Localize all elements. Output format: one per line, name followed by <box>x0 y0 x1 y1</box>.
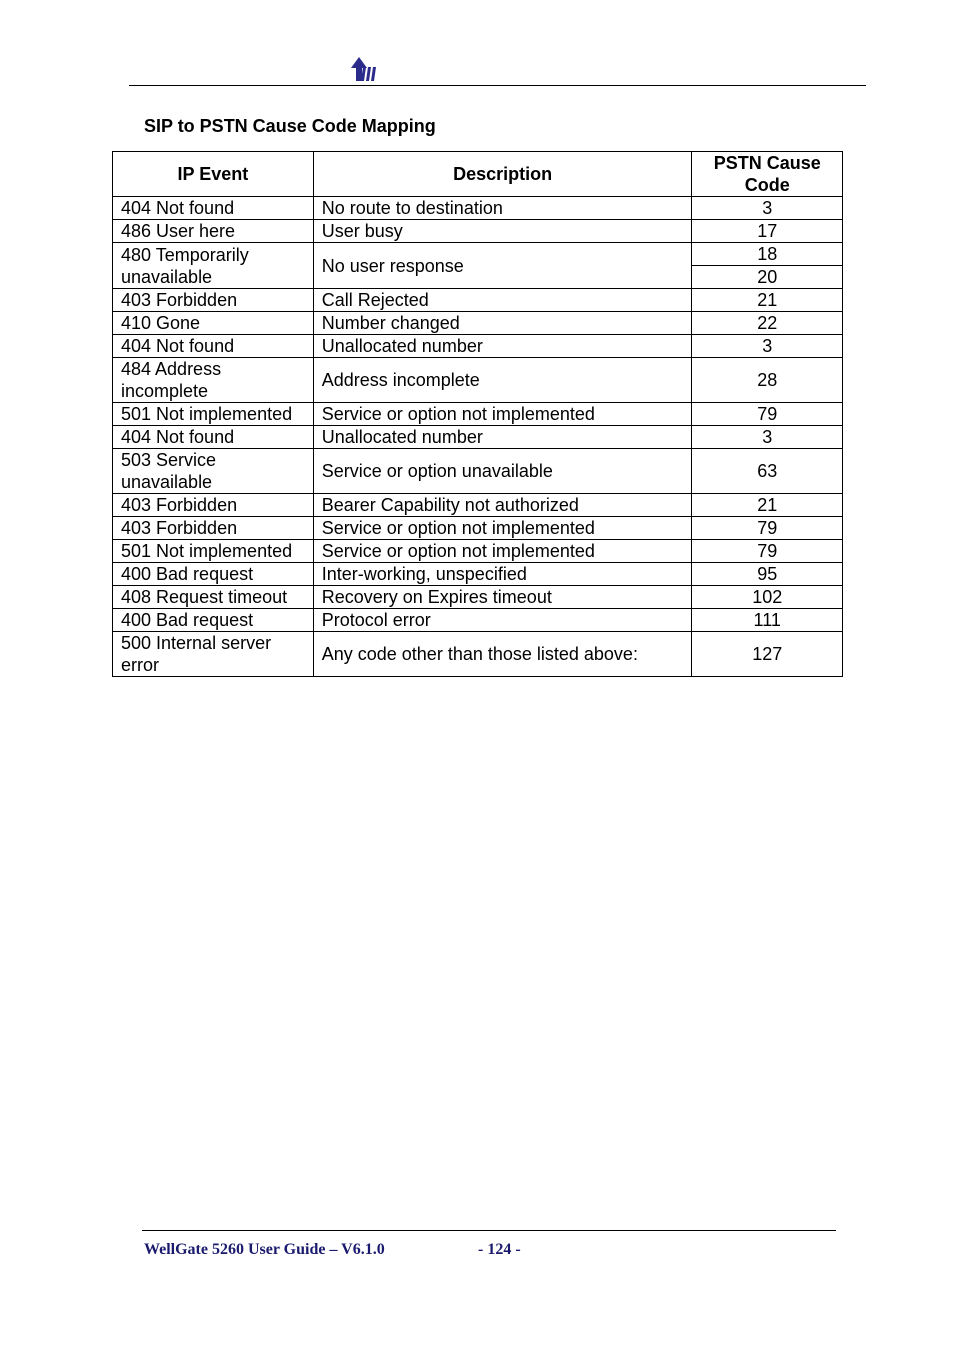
cause-code-cell: 20 <box>692 266 843 289</box>
description-cell: Service or option not implemented <box>313 517 692 540</box>
ip-event-cell: 484 Address incomplete <box>113 358 314 403</box>
cause-code-cell: 21 <box>692 494 843 517</box>
description-cell: Bearer Capability not authorized <box>313 494 692 517</box>
table-row <box>113 540 843 563</box>
table-row <box>113 586 843 609</box>
cause-code-cell: 17 <box>692 220 843 243</box>
footer-page-number: - 124 - <box>478 1241 521 1258</box>
table-row <box>113 335 843 358</box>
cause-code-cell: 95 <box>692 563 843 586</box>
ip-event-cell: 480 Temporarily unavailable <box>113 243 314 289</box>
description-cell: Address incomplete <box>313 358 692 403</box>
column-header-pstn-cause-code: PSTN Cause Code <box>692 152 843 197</box>
cause-code-cell: 63 <box>692 449 843 494</box>
table-row <box>113 449 843 494</box>
column-header-ip-event: IP Event <box>113 152 314 197</box>
description-cell: Service or option not implemented <box>313 540 692 563</box>
table-row <box>113 243 843 266</box>
table-row <box>113 632 843 677</box>
table-row <box>113 197 843 220</box>
table-row <box>113 289 843 312</box>
ip-event-cell: 500 Internal server error <box>113 632 314 677</box>
table-row <box>113 403 843 426</box>
cause-code-cell: 79 <box>692 517 843 540</box>
cause-code-cell: 3 <box>692 426 843 449</box>
column-header-description: Description <box>313 152 692 197</box>
table-row <box>113 312 843 335</box>
table-header-row <box>113 152 843 197</box>
ip-event-cell: 501 Not implemented <box>113 540 314 563</box>
cause-code-cell: 127 <box>692 632 843 677</box>
table-body <box>113 197 843 677</box>
cause-code-cell: 111 <box>692 609 843 632</box>
description-cell: No user response <box>313 243 692 289</box>
cause-code-cell: 3 <box>692 335 843 358</box>
table-row <box>113 220 843 243</box>
description-cell: Unallocated number <box>313 335 692 358</box>
table-row <box>113 563 843 586</box>
description-cell: Recovery on Expires timeout <box>313 586 692 609</box>
cause-code-cell: 79 <box>692 403 843 426</box>
cause-code-table <box>112 151 843 677</box>
footer-guide-title: WellGate 5260 User Guide – V6.1.0 <box>144 1241 385 1258</box>
header-rule <box>129 85 866 86</box>
ip-event-cell: 400 Bad request <box>113 563 314 586</box>
ip-event-cell: 404 Not found <box>113 335 314 358</box>
description-cell: Protocol error <box>313 609 692 632</box>
footer-rule <box>142 1230 836 1231</box>
ip-event-cell: 503 Service unavailable <box>113 449 314 494</box>
ip-event-cell: 400 Bad request <box>113 609 314 632</box>
table-row <box>113 517 843 540</box>
cause-code-cell: 79 <box>692 540 843 563</box>
company-logo-icon <box>349 55 379 83</box>
cause-code-cell: 3 <box>692 197 843 220</box>
description-cell: Inter-working, unspecified <box>313 563 692 586</box>
cause-code-cell: 102 <box>692 586 843 609</box>
description-cell: User busy <box>313 220 692 243</box>
ip-event-cell: 501 Not implemented <box>113 403 314 426</box>
description-cell: Service or option not implemented <box>313 403 692 426</box>
table-row <box>113 494 843 517</box>
ip-event-cell: 410 Gone <box>113 312 314 335</box>
ip-event-cell: 486 User here <box>113 220 314 243</box>
description-cell: Unallocated number <box>313 426 692 449</box>
ip-event-cell: 404 Not found <box>113 197 314 220</box>
description-cell: No route to destination <box>313 197 692 220</box>
table-row <box>113 426 843 449</box>
description-cell: Any code other than those listed above: <box>313 632 692 677</box>
description-cell: Number changed <box>313 312 692 335</box>
ip-event-cell: 403 Forbidden <box>113 517 314 540</box>
cause-code-cell: 18 <box>692 243 843 266</box>
ip-event-cell: 404 Not found <box>113 426 314 449</box>
cause-code-cell: 21 <box>692 289 843 312</box>
table-row <box>113 609 843 632</box>
ip-event-cell: 408 Request timeout <box>113 586 314 609</box>
table-row <box>113 358 843 403</box>
ip-event-cell: 403 Forbidden <box>113 289 314 312</box>
ip-event-cell: 403 Forbidden <box>113 494 314 517</box>
description-cell: Call Rejected <box>313 289 692 312</box>
description-cell: Service or option unavailable <box>313 449 692 494</box>
cause-code-cell: 22 <box>692 312 843 335</box>
cause-code-cell: 28 <box>692 358 843 403</box>
section-title: SIP to PSTN Cause Code Mapping <box>144 116 436 136</box>
